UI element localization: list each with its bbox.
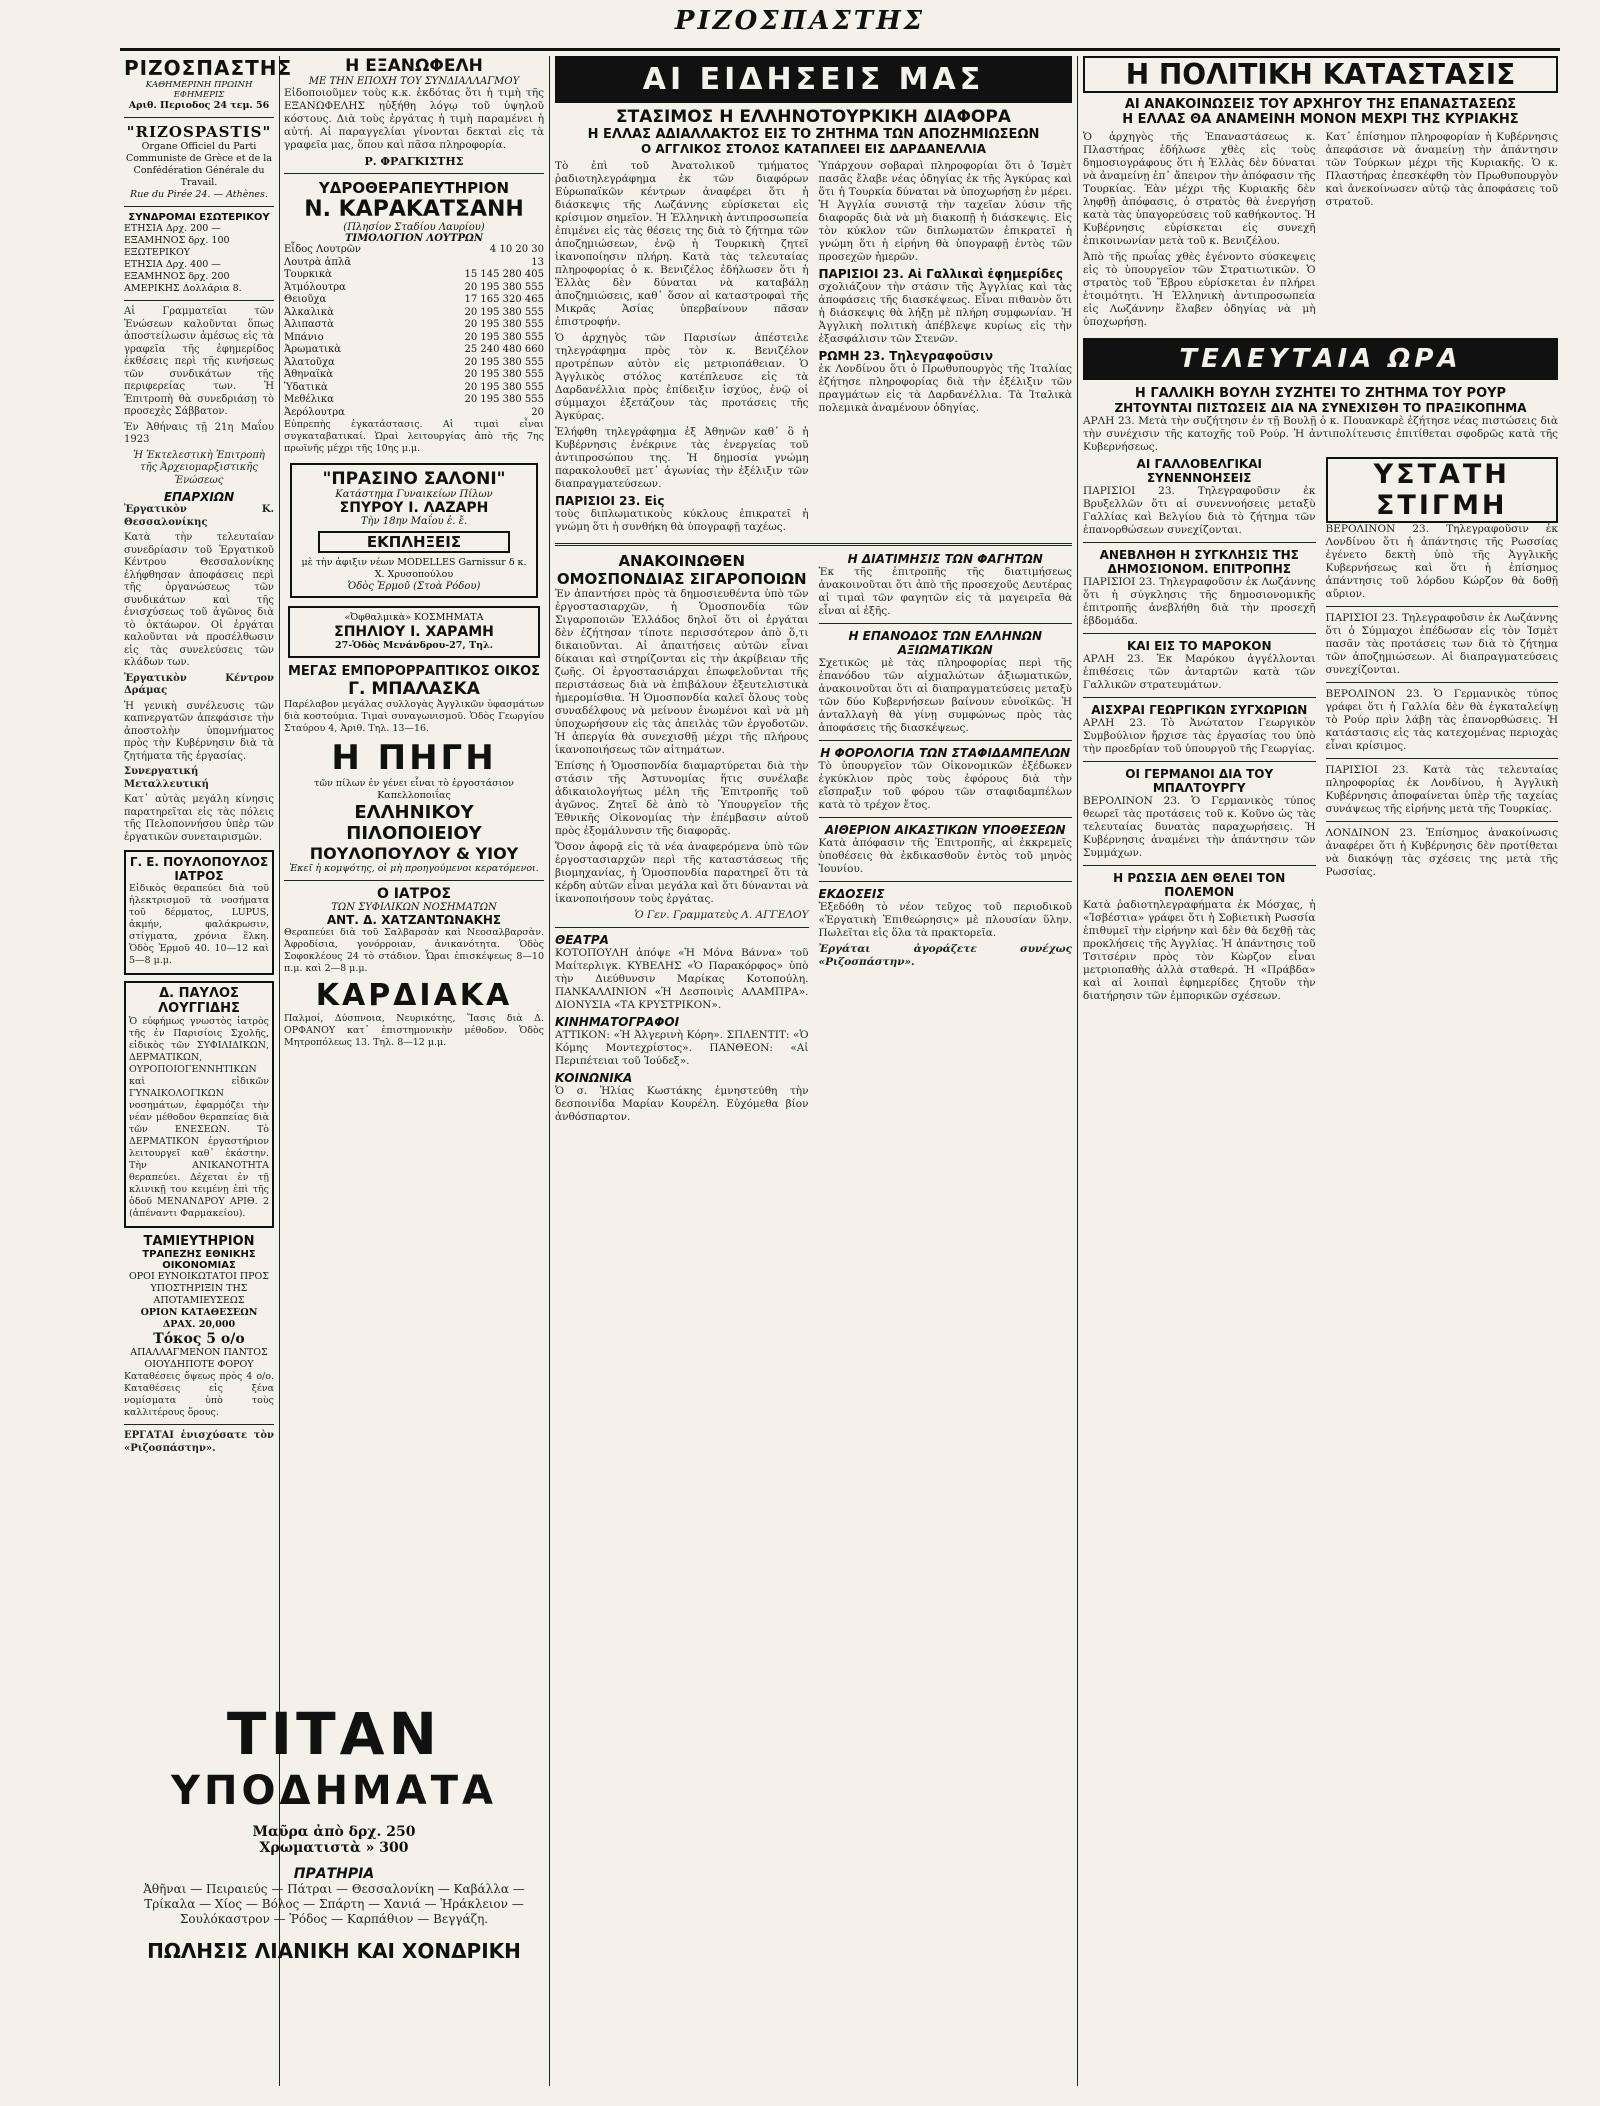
price-values: 20 [531,406,544,418]
politics-text: Ἀπὸ τῆς πρωΐας χθὲς ἐγένοντο σύσκεψεις εἰς τὸ ὑπουργεῖον τῶν Στρατιωτικῶν. Ὁ στρατὸς τοῦ Ἕβρου εὑρίσκεται ἐν πλήρει ἑτοιμότητι. Ἡ Ἑλληνικὴ ἀντιπροσωπεία εἰς Λωζάννην ἔλαβεν ὁδηγίας νὰ μὴ ὑποχωρήσῃ. [1083,251,1316,328]
price-item: Μεθέλικα [284,394,334,405]
article-signature: Ρ. ΦΡΑΓΚΙΣΤΗΣ [364,155,464,168]
store-text: Παρέλαβον μεγάλας συλλογὰς Ἀγγλικῶν ὑφασμάτων διὰ κοστούμια. Τιμαὶ συναγωνισμοῦ. Ὁδὸς Γεωργίου Σταύρου 4, Ἀριθ. Τηλ. 13—16. [284,699,544,734]
hydro-heading: ΥΔΡΟΘΕΡΑΠΕΥΤΗΡΙΟΝ [318,179,510,197]
news-dateline: ΡΩΜΗ 23. Τηλεγραφοῦσιν [818,349,994,363]
ruhr-subheadline: ΖΗΤΟΥΝΤΑΙ ΠΙΣΤΩΣΕΙΣ ΔΙΑ ΝΑ ΣΥΝΕΧΙΣΘΗ ΤΟ ΠΡΑΞΙΚΟΠΗΜΑ [1114,401,1527,415]
hydro-location: (Πλησίον Σταδίου Λαυρίου) [343,222,485,233]
salon-subtitle: Κατάστημα Γυναικείων Πίλων [335,489,493,500]
column-3 [555,56,1072,2096]
iatros-heading: Ο ΙΑΤΡΟΣ [376,886,452,902]
price-row [284,269,544,282]
federation-text: Ὅσον ἀφορᾷ εἰς τὰ νέα ἀναφερόμενα ὑπὸ τῶν ἐργοστασιαρχῶν περὶ τῆς καταστάσεως τῆς βιομηχανίας, ἡ Ὁμοσπονδία παρατηρεῖ ὅτι τὰ κέρδη αὐτῶν εἶναι μεγάλα καὶ ὅτι δύνανται νὰ ἱκανοποιήσουν τοὺς ἐργάτας. [555,841,809,905]
bank-terms: ΟΡΟΙ ΕΥΝΟΙΚΩΤΑΤΟΙ ΠΡΟΣ ΥΠΟΣΤΗΡΙΞΙΝ ΤΗΣ ΑΠΟΤΑΜΙΕΥΣΕΩΣ [128,1271,270,1306]
news-headline: ΣΤΑΣΙΜΟΣ Η ΕΛΛΗΝΟΤΟΥΡΚΙΚΗ ΔΙΑΦΟΡΑ [616,107,1011,127]
pavlidis-name: Δ. ΠΑΥΛΟΣ ΛΟΥΓΓΙΔΗΣ [158,986,240,1016]
provinces-text: Ἡ γενικὴ συνέλευσις τῶν καπνεργατῶν ἀπεφάσισε τὴν ἀποστολὴν ὑπομνήματος πρὸς τὴν Κυβέρνησιν διὰ τὰ ζητήματα τῆς ἐργασίας. [124,700,274,762]
news-text: τοὺς διπλωματικοὺς κύκλους ἐπικρατεῖ ἡ γνώμη ὅτι ἡ συνθήκη θὰ ὑπογραφῇ ταχέως. [555,508,809,533]
column-divider [549,56,550,2086]
organe-text: Organe Officiel du Parti Communiste de Grèce et de la Confédération Générale du Travail. [126,141,272,188]
article-text: Εἰδοποιοῦμεν τοὺς κ.κ. ἐκδότας ὅτι ἡ τιμὴ τῆς ΕΞΑΝΩΦΕΛΗΣ ηὐξήθη λόγῳ τοῦ ὑψηλοῦ κόστους. Διὰ τοὺς ἐργάτας ἡ τιμὴ παραμένει ἡ αὐτή. Αἱ παραγγελίαι γίνονται δεκταὶ εἰς τὰ γραφεῖα μας, ὅπου καὶ πᾶσα πληροφορία. [284,87,544,151]
social-text: Ὁ σ. Ἠλίας Κωστάκης ἐμνηστεύθη τὴν δεσποινίδα Μαρίαν Κουρέλη. Εὐχόμεθα βίον ἀνθόσπαρτον. [555,1085,809,1123]
subscriptions-heading: ΣΥΝΔΡΟΜΑΙ ΕΣΩΤΕΡΙΚΟΥ [128,212,270,223]
politics-text: Κατ᾽ ἐπίσημον πληροφορίαν ἡ Κυβέρνησις ἀπεφάσισε νὰ ἀναμείνῃ τὴν ἀπάντησιν τῶν Τούρκων μέχρι τῆς Κυριακῆς. Ὁ κ. Πλαστήρας ἐπεσκέφθη τὸν Πρωθυπουργὸν καὶ ἀνεκοίνωσεν αὐτῷ τὰς ἀποφάσεις τοῦ στρατοῦ. [1325,131,1558,208]
notice-date: Ἐν Ἀθήναις τῇ 21η Μαΐου 1923 [124,421,274,445]
masthead [0,0,1600,50]
pavlidis-text: Ὁ εὐφήμως γνωστὸς ἰατρὸς τῆς ἐν Παρισίοις Σχολῆς, εἰδικὸς τῶν ΣΥΦΙΛΙΔΙΚΩΝ, ΔΕΡΜΑΤΙΚΩΝ, ΟΥΡΟΠΟΙΟΓΕΝΝΗΤΙΚΩΝ καὶ εἰδικῶν ΓΥΝΑΙΚΟΛΟΓΙΚΩΝ νοσημάτων, ἐφαρμόζει τὴν νέαν μέθοδον θεραπείας διὰ τῶν ΕΝΕΣΕΩΝ. Τὸ ΔΕΡΜΑΤΙΚΟΝ ἐργαστήριον λειτουργεῖ καθ᾽ ἑκάστην. Τὴν ΑΝΙΚΑΝΟΤΗΤΑ θεραπεύει. Δέχεται ἐν τῇ κλινικῇ του κειμένῃ ἐπὶ τῆς ὁδοῦ ΜΕΝΑΝΔΡΟΥ ΑΡΙΘ. 2 (ἀπέναντι Φαρμακείου). [129,1016,269,1219]
provinces-subhead: Ἐργατικὸν Κ. Θεσσαλονίκης [124,504,274,528]
cinema-text: ΑΤΤΙΚΟΝ: «Ἡ Ἀλγερινὴ Κόρη». ΣΠΛΕΝΤΙΤ: «Ὁ Κόμης Μοντεχρίστος». ΠΑΝΘΕΟΝ: «Αἱ Περιπέτειαι τοῦ Ἰούδεξ». [555,1029,809,1067]
last-moment-text: ΒΕΡΟΛΙΝΟΝ 23. Ὁ Γερμανικὸς τύπος γράφει ὅτι ἡ Γαλλία δὲν θὰ ἐγκαταλείψῃ τὸ Ρούρ πρὶν λάβῃ τὰς ἐπανορθώσεις. Ἡ κατάστασις εἰς τὰς κατεχομένας περιοχὰς εἶναι κρίσιμος. [1325,688,1558,752]
morocco-text: ΑΡΛΗ 23. Ἐκ Μαρόκου ἀγγέλλονται ἐπιθέσεις τῶν ἀνταρτῶν κατὰ τῶν Γαλλικῶν στρατευμάτων. [1083,653,1316,691]
bank-subtitle: ΤΡΑΠΕΖΗΣ ΕΘΝΙΚΗΣ ΟΙΚΟΝΟΜΙΑΣ [142,1249,256,1271]
store-name: Γ. ΜΠΑΛΑΣΚΑ [348,679,480,699]
column-2 [284,56,544,1646]
last-moment-banner: ΥΣΤΑΤΗ ΣΤΙΓΜΗ [1326,457,1559,523]
call-to-workers: Ἐργάται ἀγοράζετε συνέχως «Ριζοσπάστην». [818,943,1072,968]
news-text: Ἐλήφθη τηλεγράφημα ἐξ Ἀθηνῶν καθ᾽ ὃ ἡ Κυβέρνησις ἐνέκρινε τὰς ἐνεργείας τοῦ ἀντιπροσώπου της. Ἡ δημοσία γνώμη παρακολουθεῖ μετ᾽ ἀγωνίας τὴν ἐξέλιξιν τῶν διαπραγματεύσεων. [555,426,809,490]
price-values: 15 145 280 405 [464,269,544,280]
politics-subheadline: ΑΙ ΑΝΑΚΟΙΝΩΣΕΙΣ ΤΟΥ ΑΡΧΗΓΟΥ ΤΗΣ ΕΠΑΝΑΣΤΑΣΕΩΣ [1124,97,1517,112]
pavlidis-ad [124,981,274,1228]
salon-owner: ΣΠΥΡΟΥ Ι. ΛΑΖΑΡΗ [339,500,489,516]
news-subheadline: Ο ΑΓΓΛΙΚΟΣ ΣΤΟΛΟΣ ΚΑΤΑΠΛΕΕΙ ΕΙΣ ΔΑΡΔΑΝΕΛΛΙΑ [640,142,986,156]
titan-stores: Ἀθῆναι — Πειραιεύς — Πάτραι — Θεσσαλονίκη — Καβάλλα — Τρίκαλα — Χίος — Βόλος — Σπάρτη — Χανιά — Ἡράκλειον — Σουλόκαστρον — Ῥόδος — Καρπάθιον — Βεγγάζη. [143,1882,525,1926]
pigi-owner: ΠΟΥΛΟΠΟΥΛΟΥ & ΥΙΟΥ [309,844,519,863]
price-row [284,319,544,332]
price-item: Ὑδατικὰ [284,381,328,393]
salon-ad [290,463,538,598]
theatre-text: ΚΟΤΟΠΟΥΛΗ ἀπόψε «Ἡ Μόνα Βάννα» τοῦ Μαίτερλιγκ. ΚΥΒΕΛΗΣ «Ὁ Παρακόρφος» ὑπὸ τὴν Διεύθυνσιν Μαρίκας Κοτοπούλη. ΠΑΝΚΑΛΛΙΝΙΟΝ «Ἡ Δεσποινὶς ΑΛΑΜΠΡΑ». ΔΙΟΝΥΣΙΑ «ΤΑ ΚΡΥΣΤΡΙΚΟΝ». [555,947,809,1011]
price-item: Ἀλιπαστὰ [284,319,334,330]
divider [1083,633,1316,634]
salon-date: Τὴν 18ην Μαΐου ἐ. ἔ. [360,516,468,527]
call-to-workers: ΕΡΓΑΤΑΙ ἐνισχύσατε τὸν «Ριζοσπάστην». [124,1430,274,1454]
lower-right [1326,457,1559,1006]
short-news-text: Τὸ ὑπουργεῖον τῶν Οἰκονομικῶν ἐξέδωκεν ἐγκύκλιον πρὸς τοὺς ἐφόρους διὰ τὴν εἴσπραξιν τοῦ φόρου τῶν σταφιδαμπέλων κατὰ τὸ τρέχον ἔτος. [818,760,1072,811]
hydro-note: Εὐπρεπὴς ἐγκατάστασις. Αἱ τιμαὶ εἶναι συγκαταβατικαί. Ὡραὶ λειτουργίας ἀπὸ τῆς 7ης πρωϊνῆς μέχρι τῆς 10ης μ.μ. [284,419,544,454]
paper-title: ΡΙΖΟΣΠΑΣΤΗΣ [124,56,293,80]
synen-text: ΠΑΡΙΣΙΟΙ 23. Τηλεγραφοῦσιν ἐκ Βρυξελλῶν ὅτι αἱ συνεννοήσεις μεταξὺ Γαλλίας καὶ Βελγίου διὰ τὸ ζήτημα τῶν ἐπανορθώσεων συνεχίζονται. [1083,485,1316,536]
issue-number: Αριθ. Περιοδος 24 τεμ. 56 [128,100,270,111]
divider [124,117,274,118]
georgia-heading: ΑΙΣΧΡΑΙ ΓΕΩΡΓΙΚΩΝ ΣΥΓΧΩΡΙΩΝ [1091,703,1308,717]
column-divider [1077,56,1078,2086]
news-column-right [819,160,1073,537]
column-4 [1083,56,1558,2096]
news-text: Ὁ ἀρχηγὸς τῶν Παρισίων ἀπέστειλε τηλεγράφημα πρὸς τὸν κ. Βενιζέλον προτρέπων αὐτὸν εἰς μετριοπάθειαν. Ὁ Ἀγγλικὸς στόλος κατέπλευσε εἰς τὰ Δαρδανέλλια πρὸς ἐπίδειξιν ἰσχύος, ἐνῷ οἱ σύμμαχοι ἐξετάζουν τὰς προτάσεις τῆς Ἀγκύρας. [555,332,809,422]
price-item: Τουρκικὰ [284,269,332,280]
price-item: Λουτρὰ ἁπλᾶ [284,256,352,268]
price-values: 20 195 380 555 [464,369,544,380]
news-text: Ὑπάρχουν σοβαραὶ πληροφορίαι ὅτι ὁ Ἰσμὲτ πασᾶς ἔλαβε νέας ὁδηγίας ἐκ τῆς Ἀγκύρας καὶ ὅτι ἡ Τουρκία δύναται νὰ ὑποχωρήσῃ ἐν μέρει. Ἡ Ἀγγλία συνιστᾷ τὴν ταχεῖαν λύσιν τῆς διαφορᾶς διὰ νὰ μὴ διακοπῇ ἡ διάσκεψις. Εἰς τὸν κύκλον τῶν διπλωματῶν ἐπικρατεῖ ἡ γνώμη ὅτι ἡ εἰρήνη θὰ ὑπογραφῇ ἐντὸς τῶν προσεχῶν ἡμερῶν. [818,160,1072,263]
news-columns [555,160,1072,537]
salon-address: Ὁδὸς Ἑρμοῦ (Στοὰ Ρόδου) [347,581,481,592]
lower-left [1083,457,1316,1006]
kardia-text: Παλμοί, Δύσπνοια, Νευρικότης, Ἴασις διὰ Δ. ΟΡΦΑΝΟΥ κατ᾽ ἐπιστημονικὴν μέθοδον. Ὁδὸς Μητροπόλεως 13. Τηλ. 8—12 μ.μ. [284,1013,544,1048]
bank-limit: ΟΡΙΟΝ ΚΑΤΑΘΕΣΕΩΝ ΔΡΑΧ. 20,000 [140,1307,258,1330]
divider [124,1424,274,1425]
price-values: 20 195 380 555 [464,281,544,293]
politics-text: Ὁ ἀρχηγὸς τῆς Ἐπαναστάσεως κ. Πλαστήρας ἐδήλωσε χθὲς εἰς τοὺς δημοσιογράφους ὅτι ἡ Ἑλλὰς δὲν δύναται νὰ ἀναμείνῃ ἐπ᾽ ἄπειρον τὴν ἀπόφασιν τῆς Τουρκίας. Ἐὰν μέχρι τῆς Κυριακῆς δὲν ληφθῇ ἀπόφασις, ὁ στρατὸς θὰ ἐνεργήσῃ κατὰ τὰς ὑπαγορεύσεις τοῦ καθήκοντος. Ἡ Κυβέρνησις εὑρίσκεται εἰς συνεχῆ ἐπικοινωνίαν μετὰ τοῦ κ. Βενιζέλου. [1083,131,1316,247]
iatros-subtitle: ΤΩΝ ΣΥΦΙΛΙΚΩΝ ΝΟΣΗΜΑΤΩΝ [331,902,497,913]
notice-text: Αἱ Γραμματεῖαι τῶν Ἐνώσεων καλοῦνται ὅπως ἀποστείλωσιν ἀμέσως εἰς τὰ γραφεῖα τῆς ἐφημερίδος ἐκθέσεις περὶ τῆς κινήσεως τῶν συνδικάτων τῆς περιφερείας των. Ἡ Ἐπιτροπὴ θὰ συνεδριάσῃ τὸ προσεχὲς Σάββατον. [124,306,274,417]
russia-text: Κατὰ ῥαδιοτηλεγραφήματα ἐκ Μόσχας, ἡ «Ἰσβέστια» γράφει ὅτι ἡ Σοβιετικὴ Ρωσσία ἐπιθυμεῖ τὴν εἰρήνην καὶ δὲν θὰ δεχθῇ τὰς προκλήσεις τῆς Ἀγγλίας. Ἡ ἀπάντησις τοῦ Τσιτσέριν πρὸς τὸν Κὼρζον εἶναι μετριοπαθὴς ἀλλὰ σταθερά. Ἡ «Πράβδα» καὶ αἱ λοιπαὶ ἐφημερίδες ζητοῦν τὴν διατήρησιν τῶν ἐμπορικῶν σχέσεων. [1083,899,1316,1002]
news-text: ἐκ Λονδίνου ὅτι ὁ Πρωθυπουργὸς τῆς Ἰταλίας ἐζήτησε πληροφορίας διὰ τὴν ἐξέλιξιν τῶν πραγμάτων εἰς τὰ Δαρδανέλλια. Τὰ Ἰταλικὰ πολεμικὰ ἀναμένουν ὁδηγίας. [818,363,1072,414]
news-text: Τὸ ἐπὶ τοῦ Ἀνατολικοῦ τμήματος ῥαδιοτηλεγράφημα ἐκ τῶν διαφόρων Εὐρωπαϊκῶν κέντρων ἀναφέρει ὅτι ἡ διάσκεψις τῆς Λωζάννης εὑρίσκεται εἰς κρίσιμον σημεῖον. Ἡ Ἑλληνικὴ ἀντιπροσωπεία ἐπιμένει εἰς τὰς θέσεις της διὰ τὸ ζήτημα τῶν ἀποζημιώσεων, ἐνῷ ἡ Τουρκικὴ ζητεῖ ἱκανοποίησιν πλήρη. Κατὰ τὰς τελευταίας πληροφορίας ὁ κ. Βενιζέλος ἐδήλωσεν ὅτι ἡ Ἑλλὰς δὲν δύναται νὰ καταβάλῃ ἀποζημιώσεις, καθ᾽ ὅσον αἱ καταστροφαὶ τῆς Μικρᾶς Ἀσίας ὑπερβαίνουν πᾶσαν ἐπιστροφήν. [555,160,809,328]
divider [1083,865,1316,866]
price-row [284,344,544,357]
optic-heading: «Ὀφθαλμικὰ» ΚΟΣΜΗΜΑΤΑ [344,612,484,623]
theatre-heading: ΘΕΑΤΡΑ [555,933,609,947]
news-subheadline: Η ΕΛΛΑΣ ΑΔΙΑΛΛΑΚΤΟΣ ΕΙΣ ΤΟ ΖΗΤΗΜΑ ΤΩΝ ΑΠΟΖΗΜΙΩΣΕΩΝ [587,127,1040,142]
doctor-text: Εἰδικὸς θεραπεύει διὰ τοῦ ἠλεκτρισμοῦ τὰ νοσήματα τοῦ δέρματος, LUPUS, ἀκμήν, φαλάκρωσιν, στίγματα, χρόνια ἕλκη. Ὁδὸς Ἑρμοῦ 40. 10—12 καὶ 5—8 μ.μ. [129,883,269,966]
price-row [284,244,544,257]
divider [124,206,274,207]
short-news-heading: Η ΔΙΑΤΙΜΗΣΙΣ ΤΩΝ ΦΑΓΗΤΩΝ [847,552,1043,566]
news-column-left [555,160,809,537]
price-row [284,307,544,320]
short-news-heading: Η ΕΠΑΝΟΔΟΣ ΤΩΝ ΕΛΛΗΝΩΝ ΑΞΙΩΜΑΤΙΚΩΝ [848,629,1043,657]
short-news [819,552,1073,1127]
politics-column-left [1083,131,1316,332]
doctor-ad [124,850,274,975]
price-row [284,369,544,382]
provinces-subhead: Ἐργατικὸν Κέντρον Δράμας [124,672,274,696]
short-news-heading: ΑΙΘΕΡΙΟΝ ΑΙΚΑΣΤΙΚΩΝ ΥΠΟΘΕΣΕΩΝ [824,823,1066,837]
divider [819,740,1073,741]
price-item: Ἀλκαλικὰ [284,306,334,318]
last-moment-text: ΒΕΡΟΛΙΝΟΝ 23. Τηλεγραφοῦσιν ἐκ Λονδίνου ὅτι ἡ ἀπάντησις τῆς Ρωσσίας ἐγένετο δεκτὴ ὑπὸ τῆς Ἀγγλικῆς Κυβερνήσεως καὶ ὅτι ἡ ἐπίσημος ἀπάντησις τοῦ λόρδου Κώρζον θὰ δοθῇ αὔριον. [1325,523,1558,600]
short-news-heading: Η ΦΟΡΟΛΟΓΙΑ ΤΩΝ ΣΤΑΦΙΔΑΜΠΕΛΩΝ [820,746,1071,760]
price-values: 13 [531,256,544,268]
commission-text: ΠΑΡΙΣΙΟΙ 23. Τηλεγραφοῦσιν ἐκ Λωζάννης ὅτι ἡ σύγκλησις τῆς δημοσιονομικῆς ἐπιτροπῆς ἀνεβλήθη διὰ τὴν προσεχῆ ἑβδομάδα. [1083,576,1316,627]
provinces-heading: ΕΠΑΡΧΙΩΝ [163,490,235,504]
pigi-subtitle: τῶν πίλων ἐν γένει εἶναι τὸ ἐργοστάσιον Καπελλοποιΐας [314,778,514,801]
price-values: 20 195 380 555 [464,319,544,330]
price-values: 25 240 480 660 [464,344,544,355]
divider [1326,606,1559,607]
price-values: 20 195 380 555 [464,331,544,343]
price-item: Μπάνιο [284,331,324,343]
pigi-text: Ἐκεῖ ἡ κομψότης, οἱ μὴ προηγούμενοι κερατόμενοι. [289,863,539,874]
divider [1326,758,1559,759]
provinces-subhead: Συνεργατική Μεταλλευτική [124,766,209,790]
kardia-heading: ΚΑΡΔΙΑΚΑ [315,978,513,1013]
germany-text: ΒΕΡΟΛΙΝΟΝ 23. Ὁ Γερμανικὸς τύπος θεωρεῖ τὰς προτάσεις τοῦ κ. Κοῦνο ὡς τὰς τελευταίας δυνατὰς παραχωρήσεις. Ἡ Κυβέρνησις ἀναμένει τὴν ἀπάντησιν τῶν Συμμάχων. [1083,795,1316,859]
divider [555,927,809,928]
ruhr-text: ΑΡΛΗ 23. Μετὰ τὴν συζήτησιν ἐν τῇ Βουλῇ ὁ κ. Πουανκαρὲ ἐζήτησε νέας πιστώσεις διὰ τὴν συνέχισιν τῆς κατοχῆς τοῦ Ρούρ. Ἡ ἀντιπολίτευσις ἐπιτίθεται σφοδρῶς κατὰ τῆς Κυβερνήσεως. [1083,415,1558,453]
politics-columns [1083,131,1558,332]
cinema-heading: ΚΙΝΗΜΑΤΟΓΡΑΦΟΙ [555,1015,680,1029]
russia-heading: Η ΡΩΣΣΙΑ ΔΕΝ ΘΕΛΕΙ ΤΟΝ ΠΟΛΕΜΟΝ [1113,871,1286,899]
divider [1326,821,1559,822]
price-row [284,257,544,270]
last-moment-text: ΠΑΡΙΣΙΟΙ 23. Τηλεγραφοῦσιν ἐκ Λωζάννης ὅτι ὁ Σύμμαχοι ἐπέδωσαν εἰς τὸν Ἰσμὲτ πασᾶν τὰς προτάσεις των διὰ τὸ ζήτημα τῶν ἀποζημιώσεων. Αἱ διαπραγματεύσεις συνεχίζονται. [1325,612,1558,676]
salon-name: "ΠΡΑΣΙΝΟ ΣΑΛΟΝΙ" [322,469,506,489]
divider [819,817,1073,818]
price-list-heading: ΤΙΜΟΛΟΓΙΟΝ ΛΟΥΤΡΩΝ [344,233,484,244]
georgia-text: ΑΡΛΗ 23. Τὸ Ἀνώτατον Γεωργικὸν Συμβούλιον ἤρχισε τὰς ἐργασίας του ὑπὸ τὴν προεδρίαν τοῦ ὑπουργοῦ τῆς Γεωργίας. [1083,717,1316,755]
bank-rate: Τόκος 5 ο/ο [153,1331,245,1347]
divider [1083,697,1316,698]
divider [284,880,544,881]
social-heading: ΚΟΙΝΩΝΙΚΑ [555,1071,633,1085]
last-hour-banner: ΤΕΛΕΥΤΑΙΑ ΩΡΑ [1083,338,1558,380]
news-dateline: ΠΑΡΙΣΙΟΙ 23. Αἱ Γαλλικαὶ ἐφημερίδες [818,267,1063,281]
bank-name: ΤΑΜΙΕΥΤΗΡΙΟΝ [143,1234,255,1249]
politics-subheadline: Η ΕΛΛΑΣ ΘΑ ΑΝΑΜΕΙΝΗ ΜΟΝΟΝ ΜΕΧΡΙ ΤΗΣ ΚΥΡΙΑΚΗΣ [1122,112,1519,127]
subscriptions-line: ΕΤΗΣΙΑ Δρχ. 400 — ΕΞΑΜΗΝΟΣ δρχ. 200 ΑΜΕΡΙΚΗΣ Δολλάρια 8. [124,259,242,294]
divider [819,623,1073,624]
divider [1326,682,1559,683]
subscriptions-line: ΕΤΗΣΙΑ Δρχ. 200 — ΕΞΑΜΗΝΟΣ δρχ. 100 ΕΞΩΤΕΡΙΚΟΥ [124,223,230,258]
germany-heading: ΟΙ ΓΕΡΜΑΝΟΙ ΔΙΑ ΤΟΥ ΜΠΑΛΤΟΥΡΓΥ [1125,767,1274,795]
politics-column-right [1326,131,1559,332]
price-row [284,394,544,407]
optic-ad [288,606,540,658]
short-news-text: Ἐκ τῆς ἐπιτροπῆς τῆς διατιμήσεως ἀνακοινοῦται ὅτι ἀπὸ τῆς προσεχοῦς Δευτέρας αἱ τιμαὶ τῶν φαγητῶν εἰς τὰ μαγειρεῖα θὰ εἶναι αἱ ἐξῆς. [818,566,1072,617]
price-item: Ἀλατοῦχα [284,356,335,368]
titan-price-color: Χρωματιστὰ » 300 [259,1840,409,1856]
optic-name: ΣΠΗΛΙΟΥ Ι. ΧΑΡΑΜΗ [334,624,494,640]
last-moment-text: ΠΑΡΙΣΙΟΙ 23. Κατὰ τὰς τελευταίας πληροφορίας ἐκ Λονδίνου, ἡ Ἀγγλικὴ Κυβέρνησις ἀποφαίνεται ὑπὲρ τῆς ταχείας συνάψεως τῆς εἰρήνης μετὰ τῆς Τουρκίας. [1325,764,1558,815]
titan-brand: ΤΙΤΑΝ [226,1700,442,1768]
titan-stores-heading: ΠΡΑΤΗΡΙΑ [293,1866,375,1882]
price-values: 17 165 320 465 [464,294,544,305]
doctor-name: Γ. Ε. ΠΟΥΛΟΠΟΥΛΟΣ ΙΑΤΡΟΣ [129,855,269,883]
publications-heading: ΕΚΔΟΣΕΙΣ [818,887,885,901]
price-item: Ἀτμόλουτρα [284,281,346,293]
divider [819,881,1073,882]
optic-address: 27-Ὁδὸς Μενάνδρου-27, Τηλ. [335,640,493,651]
price-values: 20 195 380 555 [464,306,544,318]
iatros-text: Θεραπεύει διὰ τοῦ Σαλβαρσὰν καὶ Νεοσαλβαρσὰν. Ἀφροδίσια, γονόρροιαν, ἀνικανότητα. Ὁδὸς Σοφοκλέους 24 τὸ στάδιον. Ὧραι ἐπισκέψεως 8—10 π.μ. καὶ 2—8 μ.μ. [284,927,544,974]
commission-heading: ΑΝΕΒΛΗΘΗ Η ΣΥΓΚΛΗΣΙΣ ΤΗΣ ΔΗΜΟΣΙΟΝΟΜ. ΕΠΙΤΡΟΠΗΣ [1099,548,1299,576]
salon-text: μὲ τὴν ἀφιξιν νέων MODELLES Garnissur δ κ. Χ. Χρυσοπούλου [301,557,527,580]
bank-tax: ΑΠΑΛΛΑΓΜΕΝΟΝ ΠΑΝΤΟΣ ΟΙΟΥΔΗΠΟΤΕ ΦΟΡΟΥ [130,1347,268,1370]
address: Rue du Pirée 24. — Athènes. [130,189,268,200]
salon-surprises: ΕΚΠΛΗΞΕΙΣ [318,531,510,553]
price-values: 4 10 20 30 [489,244,544,255]
bank-text: Καταθέσεις ὄψεως πρὸς 4 ο/ο. Καταθέσεις εἰς ξένα νομίσματα ὑπὸ τοὺς καλλιτέρους ὅρους. [124,1371,274,1418]
federation-text: Ἐπίσης ἡ Ὁμοσπονδία διαμαρτύρεται διὰ τὴν στάσιν τῆς Ἀστυνομίας ἥτις συνέλαβε ἀδικαιολογήτως μέλη τῆς Ἐπιτροπῆς τοῦ ἀγῶνος. Ζητεῖ δὲ ἀπὸ τὸ Ὑπουργεῖον τῆς Ἐθνικῆς Οἰκονομίας τὴν ἐπέμβασιν αὐτοῦ πρὸς ἐξομάλυνσιν τῆς διαφορᾶς. [555,760,809,837]
pigi-name: ΕΛΛΗΝΙΚΟΥ ΠΙΛΟΠΟΙΕΙΟΥ [346,802,482,844]
news-banner: ΑΙ ΕΙΔΗΣΕΙΣ ΜΑΣ [555,56,1072,103]
price-item: Θειοῦχα [284,294,327,305]
price-values: 20 195 380 555 [464,356,544,368]
store-heading: ΜΕΓΑΣ ΕΜΠΟΡΟΡΡΑΠΤΙΚΟΣ ΟΙΚΟΣ [287,664,541,679]
price-row [284,407,544,420]
lower-columns [1083,457,1558,1006]
morocco-heading: ΚΑΙ ΕΙΣ ΤΟ ΜΑΡΟΚΟΝ [1126,639,1272,653]
bank-ad [124,1234,274,1419]
provinces-text: Κατὰ τὴν τελευταίαν συνεδρίασιν τοῦ Ἐργατικοῦ Κέντρου Θεσσαλονίκης ἐλήφθησαν ἀποφάσεις περὶ τῆς ὀργανώσεως τῶν συνδικάτων καὶ τῆς ἐνισχύσεως τοῦ ἀγῶνος διὰ τὸ ὀκτάωρον. Οἱ ἐργάται καλοῦνται νὰ προσέλθωσιν εἰς τὰς συνελεύσεις τῶν κλάδων των. [124,532,274,668]
last-moment-text: ΛΟΝΔΙΝΟΝ 23. Ἐπίσημος ἀνακοίνωσις ἀναφέρει ὅτι ἡ Κυβέρνησις δὲν προτίθεται νὰ διακόψῃ τὰς σχέσεις της μετὰ τῆς Ρωσσίας. [1325,827,1558,878]
pigi-heading: Η ΠΗΓΗ [331,738,497,778]
price-row [284,282,544,295]
price-item: Ἀθηναϊκὰ [284,369,333,380]
price-list [284,244,544,419]
lower-news-columns [555,552,1072,1127]
titan-price-black: Μαῦρα ἀπὸ δρχ. 250 [252,1824,416,1840]
provinces-text: Κατ᾽ αὐτὰς μεγάλη κίνησις παρατηρεῖται εἰς τὰς πόλεις τῆς Πελοποννήσου ὑπὲρ τῶν ἐργατικῶν συνεταιρισμῶν. [124,794,274,843]
price-item: Εἶδος Λουτρῶν [284,244,362,255]
titan-ad [124,1700,544,2080]
news-dateline: ΠΑΡΙΣΙΟΙ 23. Εἰς [555,494,665,508]
paper-subtitle: ΚΑΘΗΜΕΡΙΝΗ ΠΡΩΙΝΗ ΕΦΗΜΕΡΙΣ [145,80,253,100]
price-item: Ἀρωματικὰ [284,344,341,355]
ruhr-headline: Η ΓΑΛΛΙΚΗ ΒΟΥΛΗ ΣΥΖΗΤΕΙ ΤΟ ΖΗΤΗΜΑ ΤΟΥ ΡΟΥΡ [1134,386,1507,401]
short-news-text: Κατὰ ἀπόφασιν τῆς Ἐπιτροπῆς, αἱ ἐκκρεμεῖς ὑποθέσεις θὰ ἐκδικασθοῦν ἐντὸς τοῦ μηνὸς Ἰουνίου. [818,837,1072,875]
titan-product: ΥΠΟΔΗΜΑΤΑ [171,1768,497,1814]
latin-title: "RIZOSPASTIS" [126,123,272,141]
divider [1083,761,1316,762]
divider [284,173,544,174]
price-values: 20 195 380 555 [464,381,544,393]
notice-signature: Ἡ Ἐκτελεστικὴ Ἐπιτροπὴ τῆς Ἀρχειομαρξιστικῆς Ἑνώσεως [133,449,265,486]
divider [555,543,1072,546]
federation-headline: ΑΝΑΚΟΙΝΩΘΕΝ ΟΜΟΣΠΟΝΔΙΑΣ ΣΙΓΑΡΟΠΟΙΩΝ [556,552,807,588]
divider [1083,542,1316,543]
divider [124,300,274,301]
federation-signature: Ὁ Γεν. Γραμματεὺς Λ. ΑΓΓΕΛΟΥ [634,909,809,921]
price-row [284,294,544,307]
publications-text: Ἐξεδόθη τὸ νέον τεῦχος τοῦ περιοδικοῦ «Ἐργατικὴ Ἐπιθεώρησις» μὲ πλουσίαν ὕλην. Πωλεῖται εἰς ὅλα τὰ πρακτορεῖα. [818,901,1072,939]
masthead-title: ΡΙΖΟΣΠΑΣΤΗΣ [674,6,926,36]
price-row [284,357,544,370]
masthead-rule [120,48,1560,51]
price-item: Ἀερόλουτρα [284,406,345,418]
article-headline: Η ΕΞΑΝΩΦΕΛΗ [345,56,483,76]
news-text: σχολιάζουν τὴν στάσιν τῆς Ἀγγλίας καὶ τὰς ἀποφάσεις τῆς διασκέψεως. Εἶναι πιθανὸν ὅτι ἡ διάσκεψις θὰ λήξῃ μὲ πλήρη συμφωνίαν. Ἡ Ἀγγλικὴ πολιτικὴ ἀπέβλεψε κυρίως εἰς τὴν ἐξασφάλισιν τῶν Στενῶν. [818,281,1072,345]
federation-announcement [555,552,809,1127]
hydro-name: Ν. ΚΑΡΑΚΑΤΣΑΝΗ [304,197,524,222]
price-values: 20 195 380 555 [464,394,544,405]
price-row [284,332,544,345]
titan-sale: ΠΩΛΗΣΙΣ ΛΙΑΝΙΚΗ ΚΑΙ ΧΟΝΔΡΙΚΗ [147,1939,521,1963]
short-news-text: Σχετικῶς μὲ τὰς πληροφορίας περὶ τῆς ἐπανόδου τῶν αἰχμαλώτων ἀξιωματικῶν, ἀνακοινοῦται ὅτι αἱ διαπραγματεύσεις μεταξὺ τῶν δύο Κυβερνήσεων βαίνουν εὐνοϊκῶς. Ἡ ἀνταλλαγὴ θὰ γίνῃ συμφώνως πρὸς τὰς ἀποφάσεις τῆς διασκέψεως. [818,657,1072,734]
politics-banner: Η ΠΟΛΙΤΙΚΗ ΚΑΤΑΣΤΑΣΙΣ [1083,56,1558,93]
price-row [284,382,544,395]
federation-text: Ἐν ἀπαντήσει πρὸς τὰ δημοσιευθέντα ὑπὸ τῶν ἐργοστασιαρχῶν, ἡ Ὁμοσπονδία τῶν Σιγαροποιῶν Ἑλλάδος δηλοῖ ὅτι οἱ ἐργάται δὲν ἐζήτησαν τίποτε περισσότερον ἀπὸ ὅ,τι δικαιοῦνται. Αἱ ἀπαιτήσεις αὐτῶν εἶναι δίκαιαι καὶ στηρίζονται εἰς τὴν ἀκρίβειαν τῆς ζωῆς. Οἱ ἐργοστασιάρχαι ἐπωφελοῦνται τῆς περιστάσεως διὰ νὰ ἐπιβάλουν ἐξευτελιστικὰ ἡμερομίσθια. Ἡ Ὁμοσπονδία καλεῖ ὅλους τοὺς συναδέλφους νὰ μείνουν ἑνωμένοι καὶ νὰ μὴ ὑποχωρήσουν εἰς τὰς ἀπειλὰς τῶν ἐργοδοτῶν. Ἡ ἀπεργία θὰ συνεχισθῇ μέχρι τῆς πλήρους ἱκανοποιήσεως τῶν αἰτημάτων. [555,588,809,756]
article-subheadline: ΜΕ ΤΗΝ ΕΠΟΧΗ ΤΟΥ ΣΥΝΔΙΑΛΛΑΓΜΟΥ [308,76,520,87]
iatros-name: ΑΝΤ. Δ. ΧΑΤΖΑΝΤΩΝΑΚΗΣ [326,913,502,927]
synen-heading: ΑΙ ΓΑΛΛΟΒΕΛΓΙΚΑΙ ΣΥΝΕΝΝΟΗΣΕΙΣ [1136,457,1262,485]
